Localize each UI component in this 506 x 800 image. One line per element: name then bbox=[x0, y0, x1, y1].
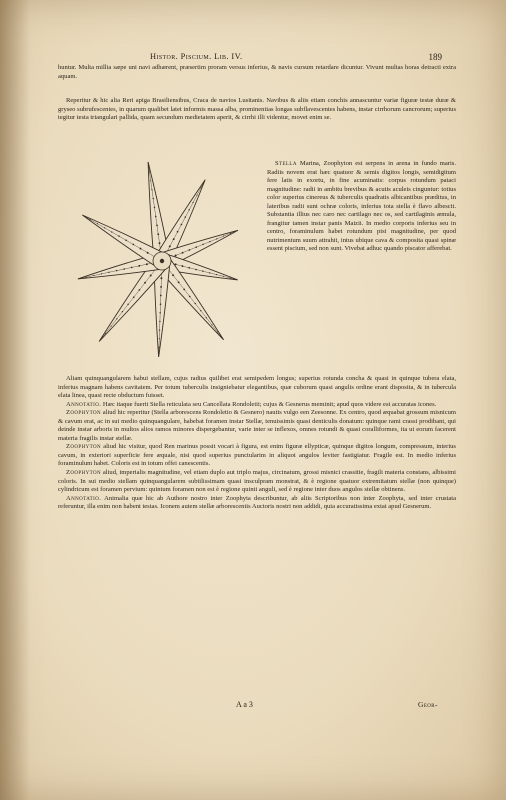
zoophyton-1 bbox=[58, 409, 456, 443]
running-head: Histor. Piscium. Lib. IV. bbox=[150, 52, 243, 61]
paragraph-label: Stella bbox=[275, 160, 297, 167]
starfish-arm-ridge bbox=[82, 215, 162, 261]
paragraph-huntur bbox=[58, 64, 456, 81]
paragraph-body: aliud hic reperitur (Stella arborescens Rondoletio & Gesnero) nautis vulgo een Zeesonne. Ex centro, quod æquabat grossum misnicum & cavum erat, ac in sui medio quinquangulare, habebat foramen instar Stellæ, tenuissimis quasi denticulis donatum: quinque rami crassi prodibant, qui deinde instar arboris in multos alios ramos minores dispergebantur, varie inter se inflexos, omnes rotundi & quasi coralliformes, ita ut eorum facerent materia fragilis instar stellæ. bbox=[58, 409, 456, 442]
zoophyton-2 bbox=[58, 443, 456, 469]
signature-mark: A a 3 bbox=[236, 700, 253, 709]
paragraph-body: aliud, imperialis magnitudine, vel etiam duplo aut triplo majus, circinatum, grossi misnici crassitie, fragili materia constans, albissimi coloris. In sui medio stellam quinquangularem subtilissimam quasi insculpram monstrat, & è regione quatuor extremitatum stellæ (non quinque) cylindricum est foramen pervium: quintum foramen non est è regione quinti anguli, sed è regione inter duos angulos stellæ obtinens. bbox=[58, 469, 456, 494]
paragraph-stella-marina bbox=[267, 160, 456, 254]
paragraph-text: huntur. Multa millia sæpe uni navi adhærent, præsertim proram versus inferius, & navis cursum retardare dicuntur. Vivunt multas horas detracti extra aquam. bbox=[58, 64, 456, 80]
paragraph-body: aliud hic visitur, quod Ren marinus possit vocari à figura, est enim figuræ ellypticæ, quinque digitos longum, compressum, interius cavum, in exteriori superficie fere æquale, nisi quod superius punctularim in aliquot angulos leviter fastigiatur. Fragile est. In medio inferius foraminulum habet. Coloris est in totum offei canescentis. bbox=[58, 443, 456, 468]
paragraph-text: Aliam quinquangularem habui stellam, cujus radius quilibet erat semipedem longus; superius rotunda concha & quasi in quinque tubera elata, inferius magnam habens cavitatem. Per totum tuberculis insigniebatur elegantibus, quæ cuborum quasi angulis ordine erant disposita, & in tubercula elata linea, quasi recte obductum fuisset. bbox=[58, 375, 456, 400]
page-number: 189 bbox=[428, 52, 442, 62]
catchword: Geor- bbox=[418, 700, 438, 709]
paragraph-label: Zoophyton bbox=[66, 409, 102, 417]
page-gutter-shadow bbox=[0, 0, 30, 800]
paragraph-label: Annotatio. bbox=[66, 400, 102, 408]
annotation-1 bbox=[58, 401, 456, 410]
annotation-2 bbox=[58, 495, 456, 512]
zoophyton-3 bbox=[58, 469, 456, 495]
paragraph-body: Animalia quæ hic ab Authore nostro inter Zoophyta describuntur, ab aliis Scriptoribus non inter Zoophyta, sed inter crustata referuntur, illa enim non habent testas. Iconem autem stellæ arborescentis Auctoris nostri non addidi, quia accuratissima extat apud Gesnerum. bbox=[58, 494, 456, 511]
paragraph-label: Annotatio. bbox=[66, 494, 102, 502]
paragraph-text: Reperitur & hic alia Reri apiga Brasiliensibus, Craca de navios Lusitanis. Navibus & aliis etiam conchis annascuntur variæ figuræ testæ duræ & gryseo subrufescentes, in quarum qualibet latet informis massa alba, prominentias longas subflavescentes habens, instar cirrhorum cancrorum; superius tegitur testa triangulari pallida, quam secundum medietatem aperit, & cirrhi illi videntur, movet enim se. bbox=[58, 97, 456, 122]
paragraph-body: Marina, Zoophyton est serpens in arena in fundo maris. Radiis novem erat hæc quatuor & semis digitos longis, semidigitum fere latis in exortu, in fine acuminatis: corpus rotundum pataci magnitudine: radii in ambitu brevibus & acutis aculeis cinguntur: totius color superius cinereus & tuberculis quadratis albicantibus præditus, in lateribus radii sunt ochræ coloris, inferius tota stella è flavo albescit. Substantia illius nec caro nec cartilago nec os, sed cartilaginis æmula, frangitur tamen instar panis Maizii. In medio corporis inferius seu in centro, foraminulum habet rotundum pisi magnitudine, per quod nutrimentum suum attrahit, intus ubique cava & composita quasi spinæ essent piscium, sed non sunt. Vivebat adhuc quando piscator afferebat. bbox=[267, 160, 456, 253]
paragraph-reperitur bbox=[58, 97, 456, 123]
starfish-mouth bbox=[160, 259, 164, 263]
starfish-illustration bbox=[70, 155, 260, 380]
paragraph-body: Hæc itaque fuerit Stella reticulata seu Cancellata Rondoletii; cujus & Gesnerus meminit; apud quos videre est accuratas icones. bbox=[102, 400, 437, 408]
paragraph-aliam bbox=[58, 375, 456, 512]
paragraph-label: Zoophyton bbox=[66, 469, 102, 477]
paragraph-text bbox=[267, 160, 456, 254]
paragraph-label: Zoophyton bbox=[66, 443, 102, 451]
